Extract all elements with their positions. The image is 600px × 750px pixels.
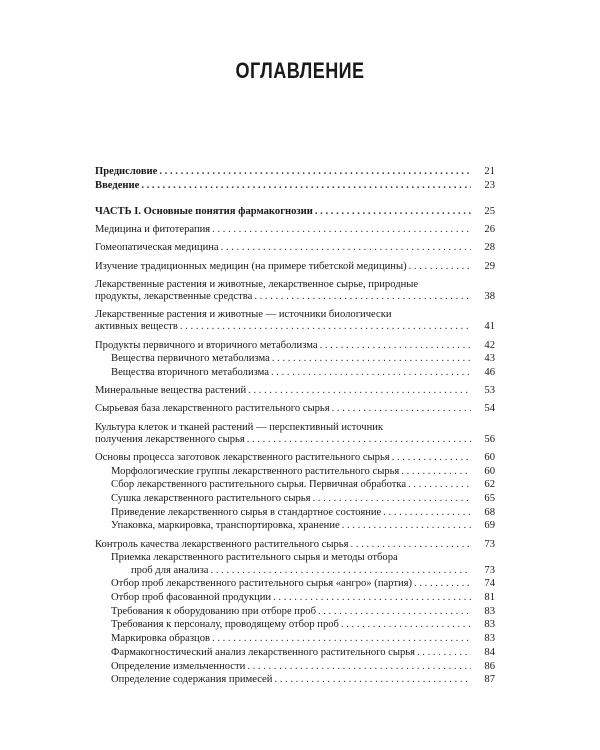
toc-page-number: 74 [484,578,495,590]
toc-page-number: 87 [484,674,495,686]
toc-page-number: 83 [484,633,495,645]
toc-entry[interactable] [111,552,495,576]
toc-entry[interactable] [95,309,495,333]
toc-page-number: 41 [484,321,495,333]
dot-leader [254,291,471,303]
dot-leader [401,466,471,478]
dot-leader [315,206,471,218]
dot-leader [273,592,471,604]
toc-page-number: 28 [484,242,495,254]
toc-page-number: 68 [484,506,495,518]
toc-entry[interactable] [111,619,495,631]
dot-leader [180,321,471,333]
toc-entry[interactable] [111,606,495,618]
toc-entry-title: Лекарственные растения и животные, лекарственное сырье, природные [95,278,419,290]
toc-entry[interactable] [111,507,495,519]
toc-page-number: 46 [484,366,495,378]
toc-entry-title: Определение содержания примесей [111,674,273,686]
page-title: ОГЛАВЛЕНИЕ [235,58,365,83]
dot-leader [211,565,471,577]
toc-page-number: 53 [484,385,495,397]
toc-entry-title: Сырьевая база лекарственного растительного сырья [95,403,330,415]
toc-entry[interactable] [111,493,495,505]
toc-entry[interactable] [95,279,495,303]
toc-entry-title: Отбор проб лекарственного растительного сырья «ангро» (партия) [111,578,413,590]
toc-entry[interactable] [111,661,495,673]
table-of-contents [95,166,495,688]
toc-page-number: 86 [484,660,495,672]
dot-leader [247,434,471,446]
dot-leader [272,353,471,365]
toc-entry-title: Фармакогностический анализ лекарственного растительного сырья [111,646,415,658]
dot-leader [342,520,471,532]
dot-leader [332,403,471,415]
toc-page-number: 60 [484,465,495,477]
toc-entry[interactable] [95,539,495,551]
toc-entry-title: Введение [95,179,140,191]
dot-leader [408,479,471,491]
toc-entry[interactable] [95,385,495,397]
toc-page-number: 84 [484,646,495,658]
toc-page-number: 73 [484,564,495,576]
toc-entry[interactable] [95,180,495,192]
toc-entry[interactable] [111,479,495,491]
toc-entry-title: Лекарственные растения и животные — источники биологически [95,309,392,321]
toc-page-number: 21 [484,166,495,177]
dot-leader [350,539,471,551]
toc-entry[interactable] [111,633,495,645]
toc-entry-title: активных веществ [95,321,178,333]
toc-entry-title: Упаковка, маркировка, транспортировка, хранение [111,520,340,532]
toc-entry[interactable] [95,452,495,464]
toc-page-number: 43 [484,353,495,365]
toc-entry-title: Сушка лекарственного растительного сырья [111,493,311,505]
toc-page-number: 23 [484,179,495,191]
toc-entry-title: Сбор лекарственного растительного сырья. Первичная обработка [111,479,407,491]
dot-leader [392,452,471,464]
toc-entry[interactable] [111,674,495,686]
toc-entry[interactable] [95,224,495,236]
dot-leader [212,633,471,645]
toc-entry[interactable] [95,166,495,178]
dot-leader [221,242,471,254]
dot-leader [409,261,471,273]
toc-entry-title: Гомеопатическая медицина [95,242,219,254]
toc-entry-title: Отбор проб фасованной продукции [111,591,272,603]
toc-entry-title: Изучение традиционных медицин (на примере тибетской медицины) [95,260,407,272]
toc-entry-title: Определение измельченности [111,660,246,672]
toc-page-number: 83 [484,619,495,631]
toc-entry[interactable] [111,520,495,532]
dot-leader [320,340,471,352]
toc-page-number: 62 [484,479,495,491]
toc-page-number: 73 [484,538,495,550]
toc-entry-title: получения лекарственного сырья [95,433,245,445]
toc-entry-title: Основы процесса заготовок лекарственного растительного сырья [95,451,390,463]
dot-leader [212,224,471,236]
toc-page-number: 26 [484,224,495,236]
toc-page-number: 81 [484,591,495,603]
toc-entry[interactable] [111,466,495,478]
toc-page-number: 42 [484,339,495,351]
toc-entry-title: Требования к персоналу, проводящему отбор проб [111,619,339,631]
toc-entry[interactable] [111,578,495,590]
dot-leader [141,180,471,192]
toc-page-number: 60 [484,451,495,463]
dot-leader [318,606,471,618]
toc-page-number: 69 [484,520,495,532]
toc-entry[interactable] [95,340,495,352]
toc-entry[interactable] [111,647,495,659]
toc-entry[interactable] [111,592,495,604]
toc-page-number: 56 [484,433,495,445]
toc-entry[interactable] [111,353,495,365]
toc-entry-title: проб для анализа [131,564,209,576]
toc-page-number: 54 [484,403,495,415]
toc-entry-title: Медицина и фитотерапия [95,224,211,236]
toc-entry-title: Приемка лекарственного растительного сырья и методы отбора [111,552,398,564]
toc-entry-title: Приведение лекарственного сырья в стандартное состояние [111,506,382,518]
toc-page-number: 25 [484,205,495,217]
dot-leader [274,674,471,686]
toc-entry-title: Культура клеток и тканей растений — перспективный источник [95,421,384,433]
toc-page-number: 38 [484,290,495,302]
toc-entry-title: Контроль качества лекарственного растительного сырья [95,538,349,550]
toc-page-number: 83 [484,605,495,617]
toc-entry-title: Предисловие [95,166,158,177]
toc-entry[interactable] [95,403,495,415]
toc-entry-title: Продукты первичного и вторичного метаболизма [95,339,318,351]
dot-leader [383,507,471,519]
toc-page-number: 29 [484,260,495,272]
toc-entry-title: продукты, лекарственные средства [95,290,253,302]
dot-leader [417,647,471,659]
dot-leader [247,661,471,673]
dot-leader [271,367,471,379]
toc-entry-title: Минеральные вещества растений [95,385,247,397]
toc-entry-title: Морфологические группы лекарственного растительного сырья [111,465,400,477]
toc-entry[interactable] [95,206,495,218]
toc-entry-title: ЧАСТЬ I. Основные понятия фармакогнозии [95,205,313,217]
toc-entry[interactable] [111,367,495,379]
dot-leader [414,578,471,590]
dot-leader [248,385,471,397]
toc-entry-title: Требования к оборудованию при отборе проб [111,605,316,617]
toc-entry-title: Маркировка образцов [111,633,211,645]
toc-entry-title: Вещества первичного метаболизма [111,353,270,365]
toc-entry[interactable] [95,242,495,254]
toc-entry[interactable] [95,261,495,273]
dot-leader [341,619,471,631]
dot-leader [312,493,471,505]
toc-page-number: 65 [484,493,495,505]
dot-leader [159,166,471,178]
toc-entry-title: Вещества вторичного метаболизма [111,366,269,378]
toc-entry[interactable] [95,422,495,446]
